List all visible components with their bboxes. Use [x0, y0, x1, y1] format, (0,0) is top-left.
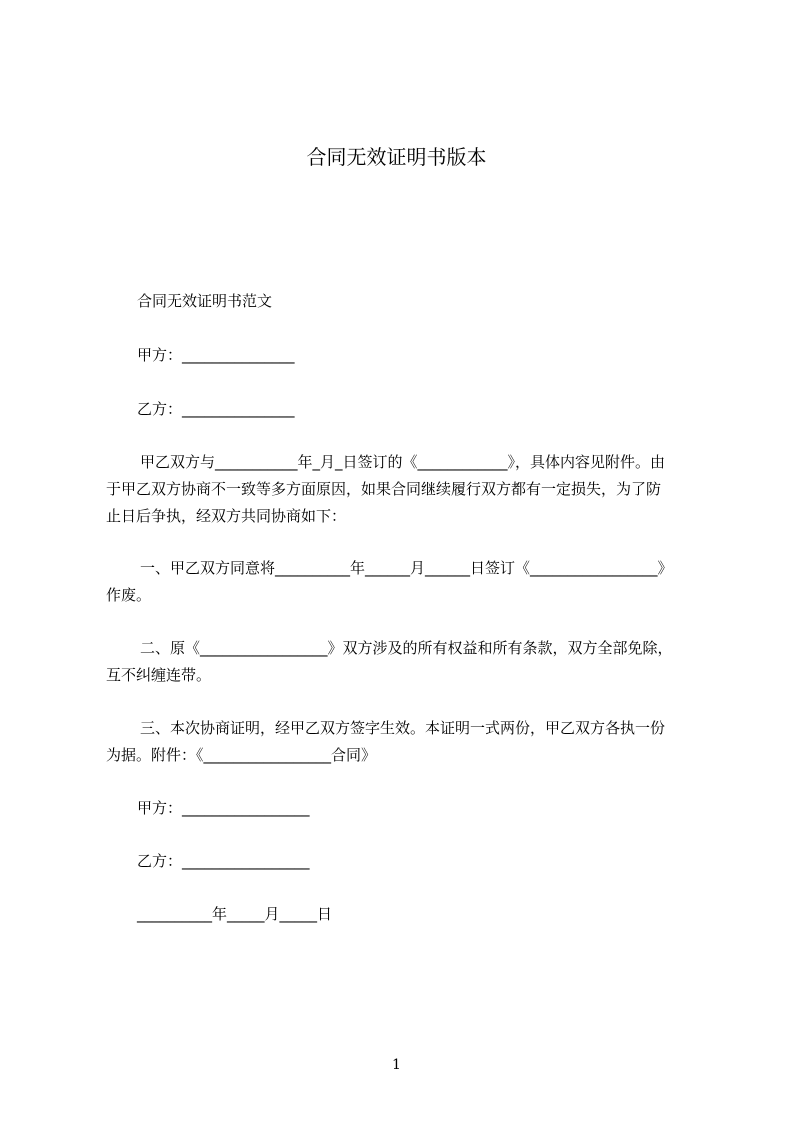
party-b-line-bottom: 乙方：_________________	[137, 852, 310, 870]
clause-3-line-1: 三、本次协商证明，经甲乙双方签字生效。本证明一式两份，甲乙双方各执一份	[140, 719, 666, 737]
intro-paragraph-line-1: 甲乙双方与___________年_月_日签订的《____________》，具体内容见附件。由	[140, 453, 666, 471]
document-subtitle: 合同无效证明书范文	[137, 292, 273, 310]
page-number: 1	[392, 1057, 401, 1073]
party-a-line-bottom: 甲方：_________________	[137, 799, 310, 817]
signature-date-line: __________年_____月_____日	[137, 905, 333, 923]
clause-2-line-1: 二、原《_________________》双方涉及的所有权益和所有条款，双方全部免除，	[140, 639, 673, 657]
intro-paragraph-line-3: 止日后争执，经双方共同协商如下：	[106, 507, 347, 525]
intro-paragraph-line-2: 于甲乙双方协商不一致等多方面原因，如果合同继续履行双方都有一定损失，为了防	[106, 480, 662, 498]
clause-2-line-2: 互不纠缠连带。	[106, 666, 212, 684]
party-a-line-top: 甲方：_______________	[137, 346, 295, 364]
document-title: 合同无效证明书版本	[306, 145, 487, 169]
clause-3-line-2: 为据。附件：《_________________合同》	[106, 746, 377, 764]
party-b-line-top: 乙方：_______________	[137, 400, 295, 418]
clause-1-line-2: 作废。	[106, 586, 152, 604]
clause-1-line-1: 一、甲乙双方同意将__________年______月______日签订《_________________》	[140, 559, 673, 577]
